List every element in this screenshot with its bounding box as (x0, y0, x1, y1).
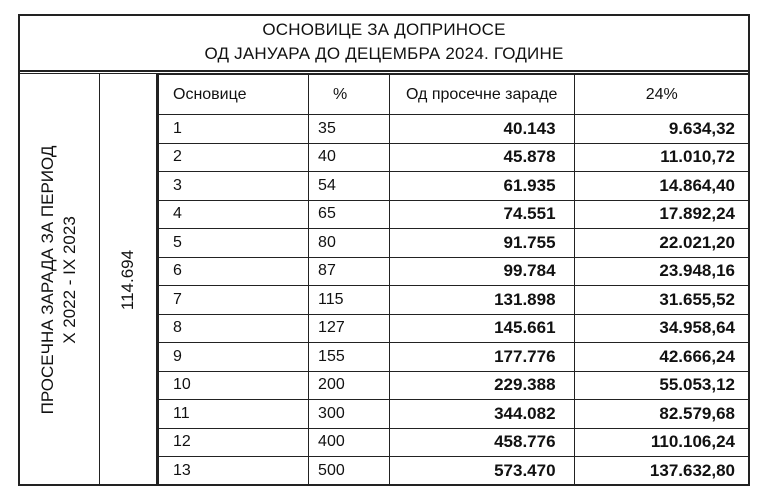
table-row (159, 115, 750, 144)
header-base: Основице (159, 75, 309, 115)
period-label-line-1: ПРОСЕЧНА ЗАРАДА ЗА ПЕРИОД (37, 145, 57, 415)
cell-base: 12 (159, 428, 309, 457)
cell-percent: 127 (309, 314, 390, 343)
cell-amount: 61.935 (389, 172, 574, 201)
cell-contribution: 82.579,68 (574, 400, 749, 429)
cell-base: 4 (159, 200, 309, 229)
cell-base: 8 (159, 314, 309, 343)
cell-base: 9 (159, 343, 309, 372)
table-row (159, 457, 750, 486)
table-row (159, 143, 750, 172)
header-percent: % (309, 75, 390, 115)
cell-percent: 54 (309, 172, 390, 201)
cell-amount: 145.661 (389, 314, 574, 343)
cell-amount: 40.143 (389, 115, 574, 144)
cell-amount: 74.551 (389, 200, 574, 229)
cell-percent: 80 (309, 229, 390, 258)
table-row (159, 229, 750, 258)
cell-amount: 177.776 (389, 343, 574, 372)
table-row (159, 172, 750, 201)
table-row (159, 428, 750, 457)
table-row (159, 200, 750, 229)
cell-contribution: 31.655,52 (574, 286, 749, 315)
cell-amount: 458.776 (389, 428, 574, 457)
table-title (18, 14, 750, 72)
cell-percent: 500 (309, 457, 390, 486)
cell-base: 3 (159, 172, 309, 201)
title-line-2: ОД ЈАНУАРА ДО ДЕЦЕМБРА 2024. ГОДИНЕ (204, 44, 564, 63)
table-row (159, 400, 750, 429)
cell-contribution: 55.053,12 (574, 371, 749, 400)
cell-contribution: 42.666,24 (574, 343, 749, 372)
period-label-line-2: X 2022 - IX 2023 (59, 216, 79, 344)
cell-base: 5 (159, 229, 309, 258)
cell-contribution: 22.021,20 (574, 229, 749, 258)
cell-amount: 91.755 (389, 229, 574, 258)
cell-amount: 131.898 (389, 286, 574, 315)
cell-percent: 155 (309, 343, 390, 372)
cell-percent: 65 (309, 200, 390, 229)
cell-percent: 115 (309, 286, 390, 315)
cell-amount: 344.082 (389, 400, 574, 429)
period-label (37, 146, 81, 415)
cell-contribution: 9.634,32 (574, 115, 749, 144)
table-row (159, 343, 750, 372)
cell-amount: 45.878 (389, 143, 574, 172)
cell-base: 2 (159, 143, 309, 172)
cell-base: 6 (159, 257, 309, 286)
cell-base: 7 (159, 286, 309, 315)
header-rate: 24% (574, 75, 749, 115)
average-salary-value: 114.694 (118, 249, 137, 311)
cell-base: 10 (159, 371, 309, 400)
cell-percent: 200 (309, 371, 390, 400)
cell-amount: 99.784 (389, 257, 574, 286)
cell-percent: 40 (309, 143, 390, 172)
title-line-1: ОСНОВИЦЕ ЗА ДОПРИНОСЕ (262, 20, 506, 39)
cell-percent: 35 (309, 115, 390, 144)
header-from-average: Од просечне зараде (389, 75, 574, 115)
cell-contribution: 110.106,24 (574, 428, 749, 457)
cell-amount: 573.470 (389, 457, 574, 486)
cell-base: 1 (159, 115, 309, 144)
cell-contribution: 34.958,64 (574, 314, 749, 343)
table-header-row (159, 75, 750, 115)
cell-contribution: 11.010,72 (574, 143, 749, 172)
cell-contribution: 17.892,24 (574, 200, 749, 229)
cell-contribution: 137.632,80 (574, 457, 749, 486)
cell-base: 11 (159, 400, 309, 429)
contributions-table (158, 74, 750, 486)
cell-base: 13 (159, 457, 309, 486)
table-row (159, 314, 750, 343)
cell-contribution: 14.864,40 (574, 172, 749, 201)
cell-amount: 229.388 (389, 371, 574, 400)
cell-contribution: 23.948,16 (574, 257, 749, 286)
period-label-column (18, 74, 100, 486)
cell-percent: 400 (309, 428, 390, 457)
table-row (159, 286, 750, 315)
table-row (159, 257, 750, 286)
average-salary-column (100, 74, 158, 486)
table-row (159, 371, 750, 400)
cell-percent: 300 (309, 400, 390, 429)
cell-percent: 87 (309, 257, 390, 286)
